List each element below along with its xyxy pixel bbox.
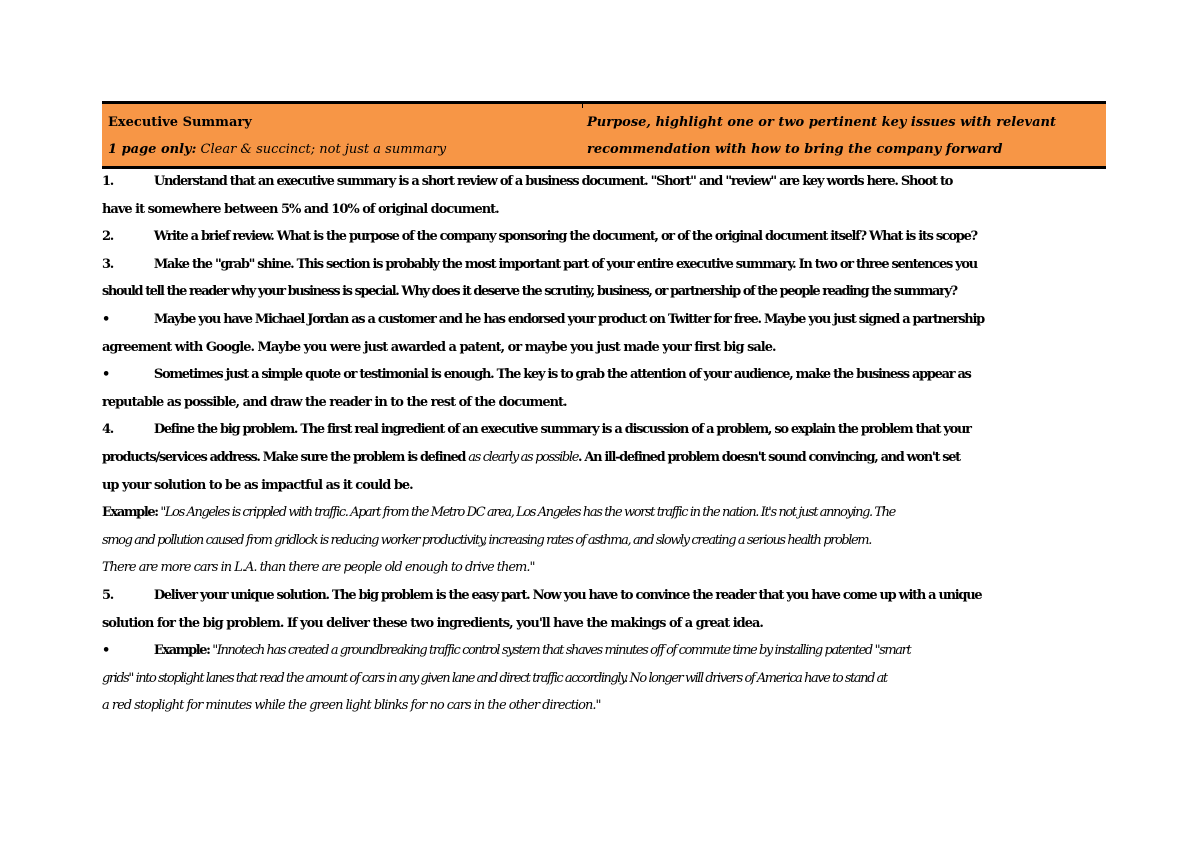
example-1-line-2: smog and pollution caused from gridlock is reducing worker productivity, increasing rates of asthma, and slowly creating a serious health problem. <box>102 532 871 548</box>
example-2-line-1 <box>102 637 1100 665</box>
item-3-line-2: should tell the reader why your business is special. Why does it deserve the scrutiny, business, or partnership of the people reading the summary? <box>102 284 957 300</box>
example-2-line-3: a red stoplight for minutes while the green light blinks for no cars in the other direction." <box>102 698 601 714</box>
item-4-line-2 <box>102 444 1100 472</box>
item-5-line-1 <box>102 582 1100 610</box>
bullet-text: Maybe you have Michael Jordan as a customer and he has endorsed your product on Twitter for free. Maybe you just signed a partnership <box>153 311 984 327</box>
header-subtitle-bold: 1 page only: <box>108 142 197 157</box>
header-purpose-line-2: recommendation with how to bring the company forward <box>587 142 1003 157</box>
item-text-italic: as clearly as possible <box>468 449 579 465</box>
item-1-line-1 <box>102 168 1100 196</box>
item-number: 1. <box>102 174 114 189</box>
example-text: "Innotech has created a groundbreaking traffic control system that shaves minutes off of commute time by installing patented "smart <box>209 643 911 659</box>
item-text: . An ill-defined problem doesn't sound convincing, and won't set <box>578 449 960 465</box>
item-number: 3. <box>102 256 113 272</box>
item-text: Define the big problem. The first real ingredient of an executive summary is a discussion of a problem, so explain the problem that your <box>153 422 971 438</box>
example-1-line-3: There are more cars in L.A. than there are people old enough to drive them." <box>102 560 535 576</box>
bullet-icon: • <box>102 311 110 327</box>
item-3-line-1 <box>102 251 1100 279</box>
summary-header-table <box>102 101 1106 169</box>
bullet-2-line-1 <box>102 361 1100 389</box>
example-2-line-2: grids" into stoplight lanes that read the amount of cars in any given lane and direct traffic accordingly. No longer will drivers of America have to stand at <box>102 670 887 686</box>
header-column-divider <box>582 104 583 108</box>
item-number: 2. <box>102 229 113 245</box>
item-2-line-1 <box>102 223 1100 251</box>
header-title: Executive Summary <box>108 115 252 130</box>
example-label: Example: <box>153 643 210 659</box>
document-body <box>102 168 1102 720</box>
item-text: Make the "grab" shine. This section is probably the most important part of your entire executive summary. In two or three sentences you <box>153 256 977 272</box>
item-text: products/services address. Make sure the problem is defined <box>102 449 469 465</box>
item-number: 4. <box>102 422 113 438</box>
item-1-line-2: have it somewhere between 5% and 10% of original document. <box>102 201 499 217</box>
bullet-text: Sometimes just a simple quote or testimonial is enough. The key is to grab the attention of your audience, make the business appear as <box>153 367 971 383</box>
example-label: Example: <box>102 505 158 521</box>
item-4-line-1 <box>102 416 1100 444</box>
item-4-line-3: up your solution to be as impactful as it could be. <box>102 477 413 493</box>
item-text: Write a brief review. What is the purpose of the company sponsoring the document, or of the original document itself? What is its scope? <box>153 229 977 245</box>
item-text: Understand that an executive summary is a short review of a business document. "Short" and "review" are key words here. Shoot to <box>153 174 953 189</box>
header-subtitle-italic: Clear & succinct; not just a summary <box>196 142 447 157</box>
bullet-1-line-1 <box>102 306 1100 334</box>
bullet-icon: • <box>102 367 110 383</box>
header-right-cell <box>587 109 1097 163</box>
item-text: Deliver your unique solution. The big problem is the easy part. Now you have to convince the reader that you have come up with a unique <box>153 587 982 603</box>
bullet-icon: • <box>102 643 109 659</box>
example-1-line-1 <box>102 499 1100 527</box>
item-number: 5. <box>102 587 113 603</box>
header-subtitle <box>108 136 578 163</box>
bullet-2-line-2: reputable as possible, and draw the reader in to the rest of the document. <box>102 394 567 410</box>
header-left-cell <box>108 109 578 163</box>
item-5-line-2: solution for the big problem. If you deliver these two ingredients, you'll have the makings of a great idea. <box>102 615 763 631</box>
bullet-1-line-2: agreement with Google. Maybe you were just awarded a patent, or maybe you just made your first big sale. <box>102 339 776 355</box>
example-text: "Los Angeles is crippled with traffic. Apart from the Metro DC area, Los Angeles has the worst traffic in the nation. It's not just annoying. The <box>157 505 895 521</box>
header-purpose-line-1: Purpose, highlight one or two pertinent key issues with relevant <box>587 115 1056 130</box>
